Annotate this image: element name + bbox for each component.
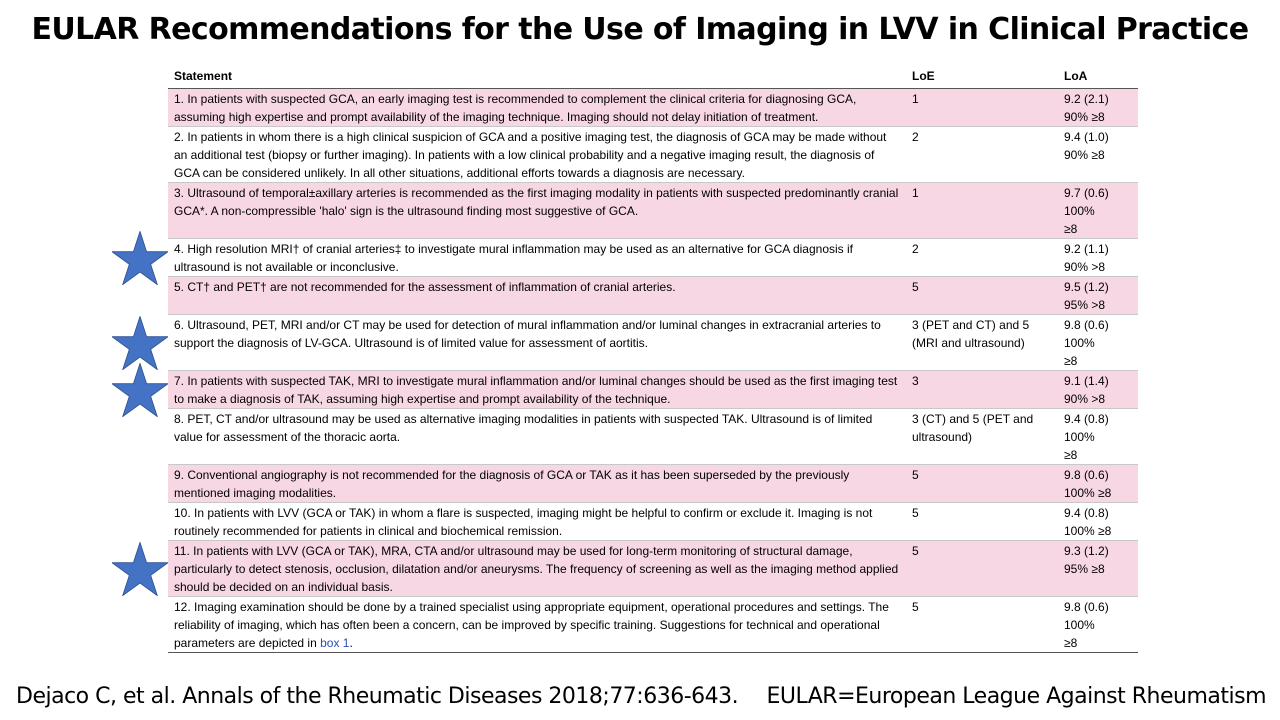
statement-text: 3. Ultrasound of temporal±axillary arteries is recommended as the first imaging modality in patients with suspected predominantly cranial GCA*. A non-compressible 'halo' sign is the ultrasound finding most suggestive of GCA. bbox=[174, 186, 899, 218]
star-icon bbox=[112, 231, 168, 285]
loa-line: 90% >8 bbox=[1064, 392, 1106, 406]
table-row bbox=[168, 277, 1138, 315]
table-row bbox=[168, 239, 1138, 277]
loe-cell: 2 bbox=[906, 127, 1058, 183]
loa-line: 100% ≥8 bbox=[1064, 486, 1112, 500]
statement-cell bbox=[168, 127, 906, 183]
header-statement: Statement bbox=[168, 64, 906, 89]
table-header-row bbox=[168, 64, 1138, 89]
loe-cell: 5 bbox=[906, 541, 1058, 597]
loa-line: ≥8 bbox=[1064, 354, 1078, 368]
table-row bbox=[168, 541, 1138, 597]
loa-line: 9.5 (1.2) bbox=[1064, 280, 1109, 294]
loe-cell: 1 bbox=[906, 89, 1058, 127]
loa-line: 100% bbox=[1064, 336, 1095, 350]
statement-cell bbox=[168, 371, 906, 409]
table-row bbox=[168, 465, 1138, 503]
statement-cell bbox=[168, 239, 906, 277]
page-title: EULAR Recommendations for the Use of Imaging in LVV in Clinical Practice bbox=[31, 12, 1249, 47]
loa-cell bbox=[1058, 465, 1138, 503]
table-row bbox=[168, 371, 1138, 409]
loa-line: 100% bbox=[1064, 618, 1095, 632]
loa-line: 9.2 (1.1) bbox=[1064, 242, 1109, 256]
loa-cell bbox=[1058, 597, 1138, 653]
star-icon bbox=[112, 363, 168, 417]
loa-line: 90% ≥8 bbox=[1064, 148, 1105, 162]
loa-cell bbox=[1058, 277, 1138, 315]
loa-line: ≥8 bbox=[1064, 222, 1078, 236]
loe-cell: 5 bbox=[906, 503, 1058, 541]
loa-cell bbox=[1058, 541, 1138, 597]
statement-text: 9. Conventional angiography is not recommended for the diagnosis of GCA or TAK as it has been superseded by the previously mentioned imaging modalities. bbox=[174, 468, 850, 500]
statement-text: 7. In patients with suspected TAK, MRI to investigate mural inflammation and/or luminal changes should be used as the first imaging test to make a diagnosis of TAK, assuming high expertise and prompt availability of the technique. bbox=[174, 374, 898, 406]
table-row bbox=[168, 183, 1138, 239]
table-row bbox=[168, 89, 1138, 127]
star-icon bbox=[112, 316, 168, 370]
statement-text: 10. In patients with LVV (GCA or TAK) in whom a flare is suspected, imaging might be helpful to confirm or exclude it. Imaging is not routinely recommended for patients in clinical and biochemical remission. bbox=[174, 506, 873, 538]
table-row bbox=[168, 597, 1138, 653]
loa-line: 9.2 (2.1) bbox=[1064, 92, 1109, 106]
loa-cell bbox=[1058, 183, 1138, 239]
loa-line: ≥8 bbox=[1064, 448, 1078, 462]
loa-cell bbox=[1058, 371, 1138, 409]
statement-cell bbox=[168, 89, 906, 127]
statement-text: 4. High resolution MRI† of cranial arteries‡ to investigate mural inflammation may be used as an alternative for GCA diagnosis if ultrasound is not available or inconclusive. bbox=[174, 242, 853, 274]
statement-text: 11. In patients with LVV (GCA or TAK), MRA, CTA and/or ultrasound may be used for long-term monitoring of structural damage, particularly to detect stenosis, occlusion, dilatation and/or aneurysms. The frequency of screening as well as the imaging method applied should be decided on an individual basis. bbox=[174, 544, 899, 594]
loa-cell bbox=[1058, 503, 1138, 541]
statement-text: 8. PET, CT and/or ultrasound may be used as alternative imaging modalities in patients with suspected TAK. Ultrasound is of limited value for assessment of the thoracic aorta. bbox=[174, 412, 873, 444]
loa-line: 95% ≥8 bbox=[1064, 562, 1105, 576]
statement-text: 12. Imaging examination should be done by a trained specialist using appropriate equipment, operational procedures and settings. The reliability of imaging, which has often been a concern, can be improved by specific training. Suggestions for technical and operational parameters are depicted in bbox=[174, 600, 889, 650]
recommendations-table bbox=[168, 64, 1138, 653]
header-loe: LoE bbox=[906, 64, 1058, 89]
statement-text: 5. CT† and PET† are not recommended for the assessment of inflammation of cranial arteries. bbox=[174, 280, 676, 294]
loa-cell bbox=[1058, 127, 1138, 183]
loa-line: 9.8 (0.6) bbox=[1064, 468, 1109, 482]
loe-cell: 5 bbox=[906, 277, 1058, 315]
loa-line: 95% >8 bbox=[1064, 298, 1106, 312]
loa-line: 9.8 (0.6) bbox=[1064, 318, 1109, 332]
statement-text: 1. In patients with suspected GCA, an early imaging test is recommended to complement the clinical criteria for diagnosing GCA, assuming high expertise and prompt availability of the imaging technique. Imaging should not delay initiation of treatment. bbox=[174, 92, 857, 124]
loa-line: 100% bbox=[1064, 430, 1095, 444]
loa-line: 9.4 (1.0) bbox=[1064, 130, 1109, 144]
statement-end: . bbox=[349, 636, 353, 650]
citation: Dejaco C, et al. Annals of the Rheumatic Diseases 2018;77:636-643. bbox=[16, 684, 739, 709]
loa-cell bbox=[1058, 315, 1138, 371]
loa-cell bbox=[1058, 89, 1138, 127]
loa-line: 9.8 (0.6) bbox=[1064, 600, 1109, 614]
header-loa: LoA bbox=[1058, 64, 1138, 89]
loa-line: 90% >8 bbox=[1064, 260, 1106, 274]
loe-cell: 3 bbox=[906, 371, 1058, 409]
statement-cell bbox=[168, 315, 906, 371]
table-row bbox=[168, 409, 1138, 465]
loa-line: 9.7 (0.6) bbox=[1064, 186, 1109, 200]
statement-text: 6. Ultrasound, PET, MRI and/or CT may be used for detection of mural inflammation and/or luminal changes in extracranial arteries to support the diagnosis of LV-GCA. Ultrasound is of limited value for assessment of aortitis. bbox=[174, 318, 881, 350]
statement-cell bbox=[168, 503, 906, 541]
loe-cell: 3 (CT) and 5 (PET and ultrasound) bbox=[906, 409, 1058, 465]
statement-cell bbox=[168, 409, 906, 465]
statement-text: 2. In patients in whom there is a high clinical suspicion of GCA and a positive imaging test, the diagnosis of GCA may be made without an additional test (biopsy or further imaging). In patients with a low clinical probability and a negative imaging result, the diagnosis of GCA can be considered unlikely. In all other situations, additional efforts towards a diagnosis are necessary. bbox=[174, 130, 887, 180]
abbreviation-note: EULAR=European League Against Rheumatism bbox=[766, 684, 1266, 709]
star-icon bbox=[112, 542, 168, 596]
loa-line: 100% bbox=[1064, 204, 1095, 218]
loe-cell: 2 bbox=[906, 239, 1058, 277]
table-row bbox=[168, 315, 1138, 371]
loa-line: 9.1 (1.4) bbox=[1064, 374, 1109, 388]
loa-line: 9.4 (0.8) bbox=[1064, 506, 1109, 520]
table-row bbox=[168, 503, 1138, 541]
statement-cell bbox=[168, 183, 906, 239]
loa-line: 9.4 (0.8) bbox=[1064, 412, 1109, 426]
statement-cell bbox=[168, 541, 906, 597]
loa-cell bbox=[1058, 409, 1138, 465]
table-row bbox=[168, 127, 1138, 183]
loe-cell: 5 bbox=[906, 597, 1058, 653]
loa-line: 90% ≥8 bbox=[1064, 110, 1105, 124]
loe-cell: 5 bbox=[906, 465, 1058, 503]
statement-cell bbox=[168, 465, 906, 503]
box-1-link[interactable]: box 1 bbox=[320, 636, 350, 650]
loa-line: ≥8 bbox=[1064, 636, 1078, 650]
loa-cell bbox=[1058, 239, 1138, 277]
loe-cell: 3 (PET and CT) and 5 (MRI and ultrasound) bbox=[906, 315, 1058, 371]
loe-cell: 1 bbox=[906, 183, 1058, 239]
loa-line: 100% ≥8 bbox=[1064, 524, 1112, 538]
statement-cell bbox=[168, 277, 906, 315]
loa-line: 9.3 (1.2) bbox=[1064, 544, 1109, 558]
statement-cell bbox=[168, 597, 906, 653]
